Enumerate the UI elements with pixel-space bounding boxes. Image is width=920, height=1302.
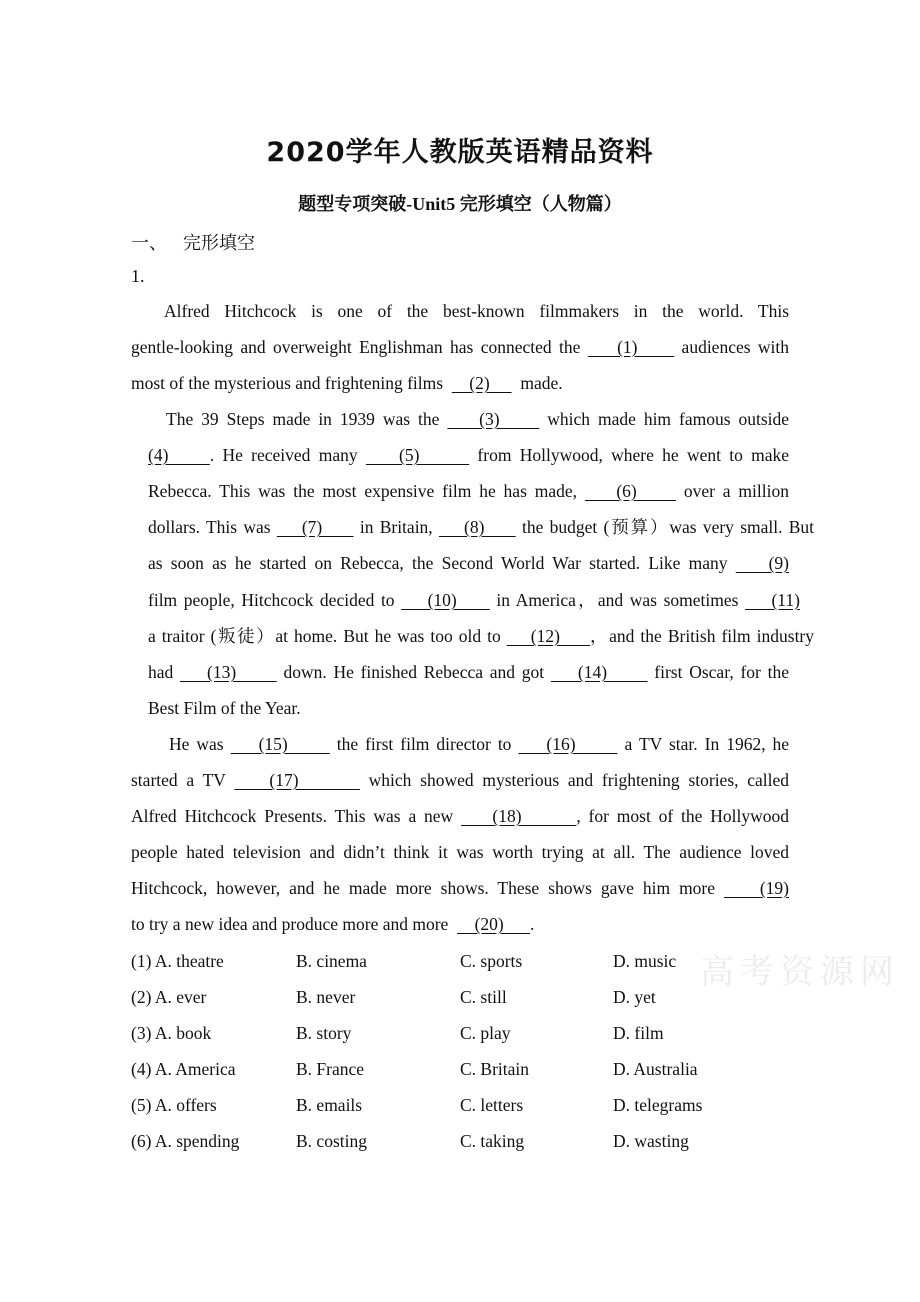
option-b[interactable]: B. cinema [296, 951, 367, 971]
passage-text: The 39 Steps made in 1939 was the [166, 409, 440, 429]
passage-text: as soon as he started on Rebecca, the Second World War started. Like many [148, 553, 728, 573]
blank-17[interactable]: (17) [234, 770, 360, 790]
blank-14[interactable]: (14) [550, 662, 648, 682]
blank-15[interactable]: (15) [230, 734, 330, 754]
passage-text: film people, Hitchcock decided to [148, 590, 395, 610]
blank-19[interactable]: (19) [724, 878, 790, 898]
option-b[interactable]: B. costing [296, 1131, 367, 1151]
blank-4[interactable]: (4) [148, 445, 210, 465]
passage-text: which showed mysterious and frightening stories, called [368, 770, 790, 790]
passage-line [131, 768, 789, 792]
option-c[interactable]: C. play [460, 1023, 511, 1043]
passage-text: the first film director to [336, 734, 512, 754]
passage-text: ，and the British film industry [590, 626, 815, 646]
blank-12[interactable]: (12) [506, 626, 591, 646]
option-c[interactable]: C. Britain [460, 1059, 530, 1079]
passage-text: gentle-looking and overweight Englishman has connected the [131, 337, 581, 357]
blank-20[interactable]: (20) [457, 914, 530, 934]
passage-text: , for most of the Hollywood [576, 806, 789, 826]
blank-18[interactable]: (18) [461, 806, 577, 826]
passage-text: . [529, 914, 535, 934]
page-subtitle: 题型专项突破-Unit5 完形填空（人物篇） [298, 194, 622, 214]
passage-line: Best Film of the Year. [148, 698, 301, 718]
option-b[interactable]: B. France [296, 1059, 365, 1079]
passage-line [131, 371, 563, 395]
passage-text: a traitor (叛徒）at home. But he was too old to [148, 626, 501, 646]
passage-text: first Oscar, for the [654, 662, 789, 682]
passage-text: He was [169, 734, 224, 754]
blank-13[interactable]: (13) [180, 662, 277, 682]
passage-text: most of the mysterious and frightening films [131, 373, 444, 393]
page-title: 2020学年人教版英语精品资料 [266, 137, 654, 168]
blank-5[interactable]: (5) [365, 445, 470, 465]
question-number: 1. [131, 266, 145, 286]
section-number: 一、 [131, 233, 167, 253]
passage-text: dollars. This was [148, 517, 271, 537]
option-d[interactable]: D. Australia [613, 1059, 698, 1079]
passage-text: in Britain, [359, 517, 433, 537]
passage-line [148, 624, 814, 648]
blank-1[interactable]: (1) [587, 337, 675, 357]
passage-text: the budget (预算）was very small. But [521, 517, 815, 537]
option-c[interactable]: C. sports [460, 951, 523, 971]
blank-3[interactable]: (3) [447, 409, 540, 429]
passage-line [131, 912, 534, 936]
passage-text: a TV star. In 1962, he [624, 734, 790, 754]
passage-text: Rebecca. This was the most expensive film he has made, [148, 481, 578, 501]
blank-10[interactable]: (10) [401, 590, 490, 610]
passage-line [131, 804, 789, 828]
passage-text: over a million [683, 481, 789, 501]
option-question[interactable]: (1) A. theatre [131, 951, 224, 971]
passage-text: Hitchcock, however, and he made more shows. These shows gave him more [131, 878, 716, 898]
passage-text: in America，and was sometimes [496, 590, 739, 610]
option-question[interactable]: (5) A. offers [131, 1095, 217, 1115]
option-d[interactable]: D. music [613, 951, 677, 971]
option-b[interactable]: B. story [296, 1023, 352, 1043]
passage-text: . He received many [209, 445, 358, 465]
option-question[interactable]: (4) A. America [131, 1059, 236, 1079]
passage-line [131, 335, 789, 359]
blank-8[interactable]: (8) [438, 517, 516, 537]
option-c[interactable]: C. taking [460, 1131, 525, 1151]
blank-11[interactable]: (11) [745, 590, 800, 610]
passage-line: Alfred Hitchcock is one of the best-known filmmakers in the world. This [164, 301, 789, 321]
blank-6[interactable]: (6) [584, 481, 676, 501]
passage-text: to try a new idea and produce more and more [131, 914, 449, 934]
option-c[interactable]: C. still [460, 987, 507, 1007]
passage-line [148, 660, 789, 684]
passage-line [169, 732, 789, 756]
section-heading [131, 229, 255, 255]
passage-text: which made him famous outside [547, 409, 790, 429]
blank-7[interactable]: (7) [276, 517, 354, 537]
passage-text: down. He finished Rebecca and got [283, 662, 545, 682]
passage-line [148, 443, 789, 467]
blank-9[interactable]: (9) [735, 553, 790, 573]
passage-text: made. [520, 373, 563, 393]
blank-16[interactable]: (16) [518, 734, 618, 754]
option-b[interactable]: B. never [296, 987, 356, 1007]
option-question[interactable]: (3) A. book [131, 1023, 212, 1043]
passage-line: people hated television and didn’t think it was worth trying at all. The audience loved [131, 842, 789, 862]
passage-text: started a TV [131, 770, 226, 790]
section-label: 完形填空 [183, 233, 255, 253]
option-d[interactable]: D. telegrams [613, 1095, 703, 1115]
passage-line [148, 588, 800, 612]
passage-line [166, 407, 789, 431]
passage-text: from Hollywood, where he went to make [477, 445, 790, 465]
option-question[interactable]: (6) A. spending [131, 1131, 240, 1151]
option-c[interactable]: C. letters [460, 1095, 524, 1115]
option-question[interactable]: (2) A. ever [131, 987, 207, 1007]
passage-line [131, 876, 789, 900]
passage-text: Alfred Hitchcock Presents. This was a new [131, 806, 454, 826]
option-d[interactable]: D. yet [613, 987, 656, 1007]
option-d[interactable]: D. wasting [613, 1131, 689, 1151]
passage-line [148, 515, 814, 539]
passage-text: had [148, 662, 174, 682]
blank-2[interactable]: (2) [451, 373, 512, 393]
watermark: 高考资源网 [700, 952, 900, 992]
option-b[interactable]: B. emails [296, 1095, 363, 1115]
passage-line [148, 479, 789, 503]
option-d[interactable]: D. film [613, 1023, 664, 1043]
passage-text: audiences with [681, 337, 789, 357]
passage-line [148, 551, 789, 575]
